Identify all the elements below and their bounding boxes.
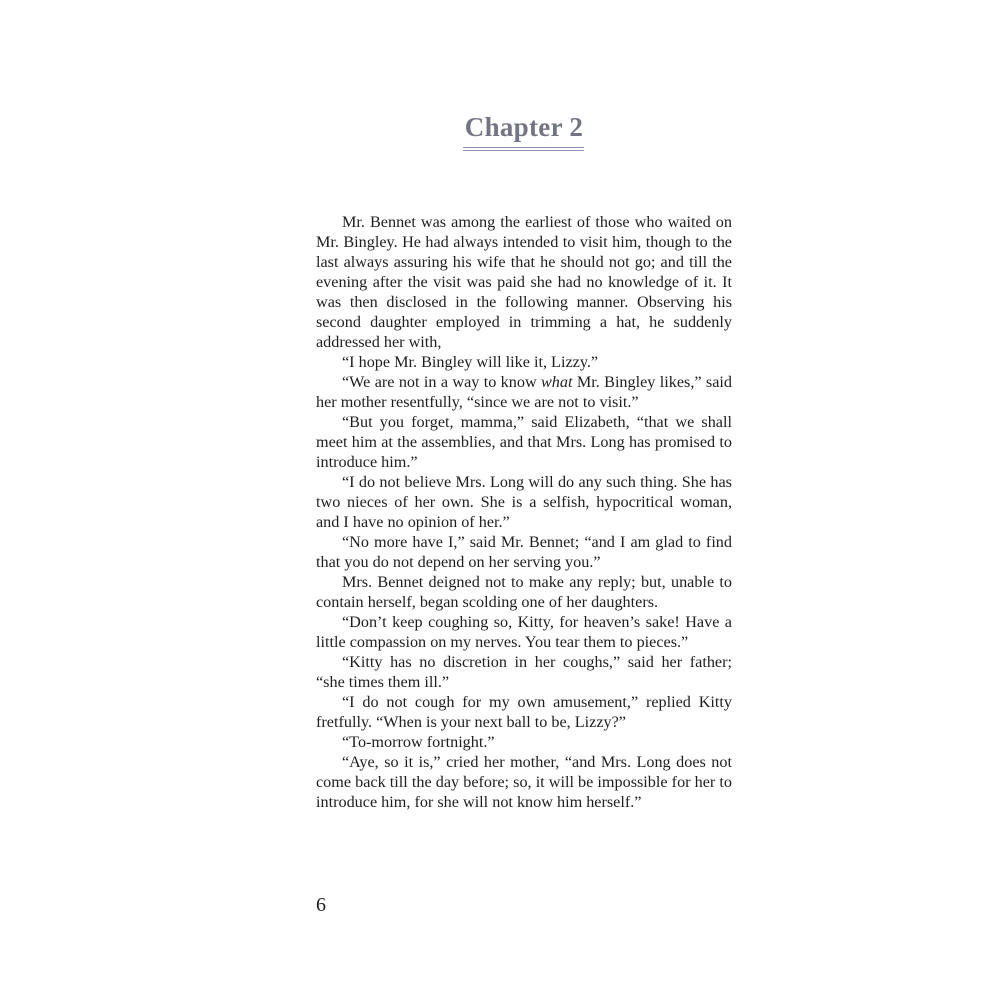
paragraph-text: “Kitty has no discretion in her coughs,” said her father; “she times them ill.” [316, 653, 732, 691]
paragraph [316, 532, 732, 572]
title-underline-bottom [463, 150, 584, 151]
chapter-title: Chapter 2 [464, 112, 584, 142]
paragraph-text: “Don’t keep coughing so, Kitty, for heaven’s sake! Have a little compassion on my nerves. You tear them to pieces.” [316, 613, 732, 651]
paragraph-text: “No more have I,” said Mr. Bennet; “and I am glad to find that you do not depend on her serving you.” [316, 533, 732, 571]
paragraph-text: “But you forget, mamma,” said Elizabeth, “that we shall meet him at the assemblies, and that Mrs. Long has promised to introduce him.” [316, 413, 732, 471]
paragraph-text: “Aye, so it is,” cried her mother, “and Mrs. Long does not come back till the day before; so, it will be impossible for her to introduce him, for she will not know him herself.” [316, 753, 732, 811]
paragraph-text: “I hope Mr. Bingley will like it, Lizzy.” [342, 353, 599, 371]
paragraph [316, 752, 732, 812]
paragraph [316, 412, 732, 472]
paragraph [316, 372, 732, 412]
paragraph [316, 612, 732, 652]
paragraph [316, 652, 732, 692]
paragraph-text: “I do not cough for my own amusement,” replied Kitty fretfully. “When is your next ball to be, Lizzy?” [316, 693, 732, 731]
paragraph-text: “I do not believe Mrs. Long will do any such thing. She has two nieces of her own. She is a selfish, hypocritical woman, and I have no opinion of her.” [316, 473, 732, 531]
page-number: 6 [316, 894, 326, 916]
paragraph [316, 352, 732, 372]
paragraph [316, 692, 732, 732]
paragraph [316, 472, 732, 532]
paragraph-text: “To-morrow fortnight.” [342, 733, 495, 751]
paragraph [316, 572, 732, 612]
title-underline-top [463, 147, 584, 148]
paragraph-text: Mrs. Bennet deigned not to make any reply; but, unable to contain herself, began scolding one of her daughters. [316, 573, 732, 611]
paragraph-text: “We are not in a way to know [342, 373, 541, 391]
paragraph [316, 212, 732, 352]
chapter-body [316, 212, 732, 812]
paragraph-text: Mr. Bennet was among the earliest of those who waited on Mr. Bingley. He had always intended to visit him, though to the last always assuring his wife that he should not go; and till the evening after the visit was paid she had no knowledge of it. It was then disclosed in the following manner. Observing his second daughter employed in trimming a hat, he suddenly addressed her with, [316, 213, 732, 351]
paragraph-text: Mr. Bingley likes,” said her mother resentfully, “since we are not to visit.” [316, 373, 733, 411]
paragraph [316, 732, 732, 752]
italic-text: what [541, 373, 573, 391]
